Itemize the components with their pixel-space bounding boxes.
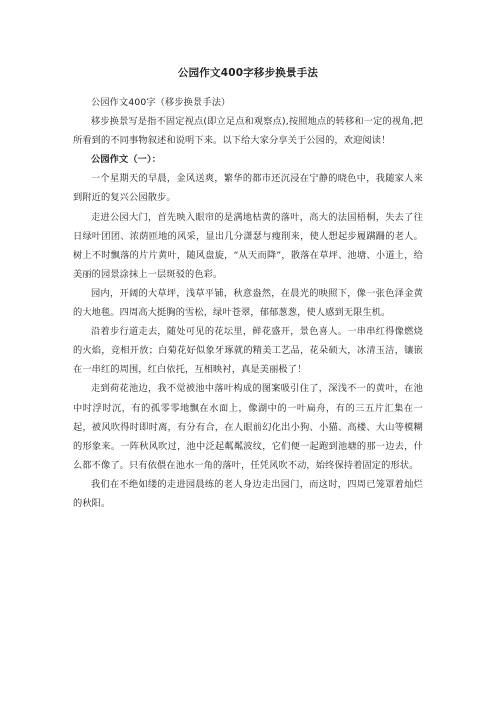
- document-body: [73, 93, 423, 513]
- document-page: [73, 0, 423, 513]
- body-paragraph: 走到荷花池边，我不觉被池中落叶构成的图案吸引住了，深浅不一的黄叶，在池中时浮时沉，有的孤零零地飘在水面上，像湖中的一叶扁舟，有的三五片汇集在一起，被风吹得时即时离，有分有合，在人眼前幻化出小狗、小猫、高楼、大山等模糊的形象来。一阵秋风吹过，池中泛起粼粼波纹，它们便一起跑到池塘的那一边去，什么都不像了。只有依偎在池水一角的落叶，任凭风吹不动，始终保持着固定的形状。: [73, 383, 423, 471]
- body-paragraph: 园内，开阔的大草坪，浅草平铺，秋意盎然，在晨光的映照下，像一张色泽金黄的大地毯。四周高大挺胸的雪松，绿叶苍翠，郁郁葱葱，使人感到无限生机。: [73, 287, 423, 319]
- body-paragraph: 沿着步行道走去，随处可见的花坛里，鲜花盛开，景色喜人。一串串红得像燃烧的火焰，竞相开放；白菊花好似象牙琢就的精美工艺品，花朵硕大，冰清玉洁，镶嵌在一串红的周围，红白依托，互相映衬，真是美丽极了！: [73, 326, 423, 376]
- document-title: 公园作文400字移步换景手法: [177, 67, 319, 79]
- body-paragraph: 我们在不绝如缕的走进园晨练的老人身边走出园门，而这时，四周已笼罩着灿烂的秋阳。: [73, 478, 423, 509]
- subtitle-paragraph: 公园作文400字（移步换景手法）: [91, 97, 231, 108]
- body-paragraph: 走进公园大门，首先映入眼帘的是满地枯黄的落叶，高大的法国梧桐，失去了往日绿叶团团、浓荫匝地的风采，显出几分潇瑟与瘦削来，使人想起步履蹒跚的老人。树上不时飘落的片片黄叶，随风盘旋，“从天而降”，散落在草坪、池塘、小道上，给美丽的园景涂抹上一层斑驳的色彩。: [73, 211, 423, 280]
- intro-paragraph: 移步换景写是指不固定视点(即立足点和观察点),按照地点的转移和一定的视角,把所看到的不同事物叙述和说明下来。以下给大家分享关于公园的，欢迎阅读！: [73, 116, 423, 147]
- body-paragraph: 一个星期天的早晨，金风送爽，繁华的都市还沉浸在宁静的晓色中，我随家人来到附近的复兴公园散步。: [73, 173, 423, 204]
- section-heading: 公园作文（一）：: [91, 154, 162, 166]
